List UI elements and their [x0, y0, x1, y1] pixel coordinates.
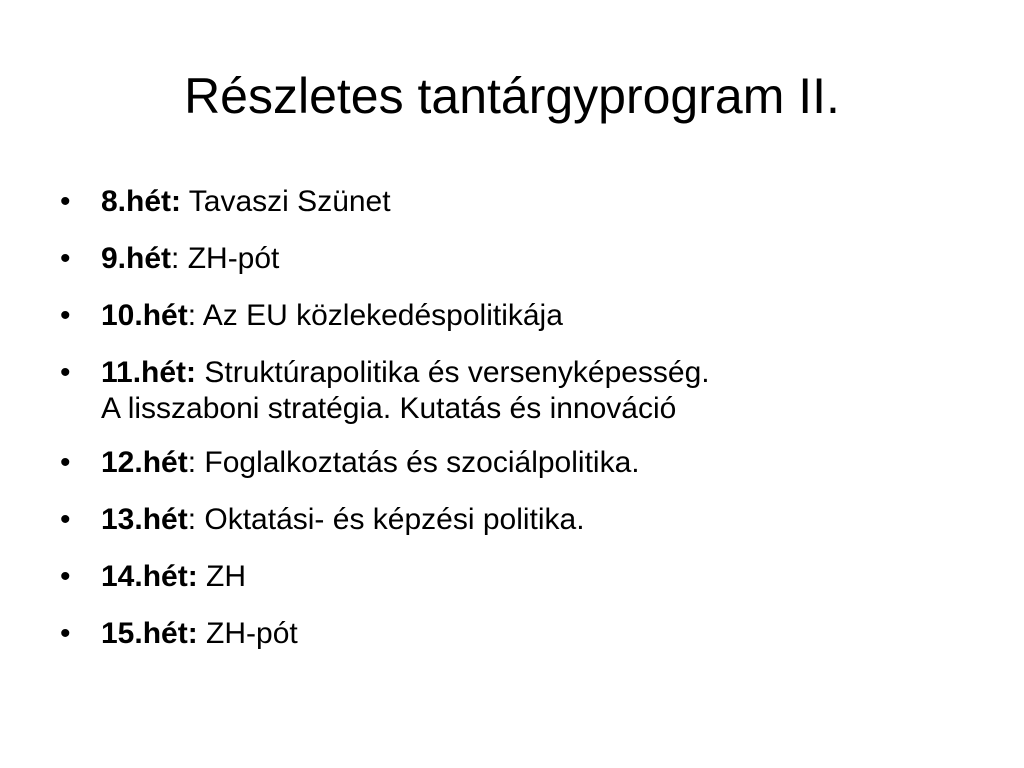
- topic-text: : Az EU közlekedéspolitikája: [187, 299, 563, 332]
- topic-text: : Foglalkoztatás és szociálpolitika.: [187, 446, 640, 479]
- topic-text: ZH-pót: [197, 617, 298, 650]
- topic-text: ZH: [197, 560, 247, 593]
- slide-title: Részletes tantárgyprogram II.: [184, 68, 840, 124]
- week-label: 14.hét:: [101, 560, 198, 593]
- topic-line-1: [101, 355, 980, 391]
- list-item: [60, 616, 980, 652]
- week-label: 13.hét: [101, 503, 188, 536]
- week-label: 10.hét: [101, 299, 188, 332]
- week-label: 8.hét:: [101, 185, 182, 218]
- week-label: 9.hét: [101, 242, 172, 275]
- week-label: 11.hét:: [101, 356, 197, 389]
- list-item: [60, 184, 980, 220]
- topic-text: Struktúrapolitika és versenyképesség.: [196, 356, 710, 389]
- bullet-icon: •: [60, 185, 71, 218]
- bullet-icon: •: [60, 617, 71, 650]
- bullet-icon: •: [60, 503, 71, 536]
- list-item: [60, 355, 980, 427]
- topic-text: : ZH-pót: [171, 242, 280, 275]
- list-item: [60, 298, 980, 334]
- bullet-icon: •: [60, 356, 71, 389]
- bullet-icon: •: [60, 299, 71, 332]
- topic-text: Tavaszi Szünet: [181, 185, 391, 218]
- bullet-icon: •: [60, 242, 71, 275]
- bullet-icon: •: [60, 560, 71, 593]
- week-label: 15.hét:: [101, 617, 198, 650]
- topic-text: : Oktatási- és képzési politika.: [187, 503, 585, 536]
- list-item: [60, 241, 980, 277]
- list-item: [60, 502, 980, 538]
- topic-line-2: A lisszaboni stratégia. Kutatás és innováció: [101, 392, 677, 425]
- week-label: 12.hét: [101, 446, 188, 479]
- list-item: [60, 559, 980, 595]
- bullet-icon: •: [60, 446, 71, 479]
- list-item: [60, 445, 980, 481]
- syllabus-list: [60, 184, 980, 673]
